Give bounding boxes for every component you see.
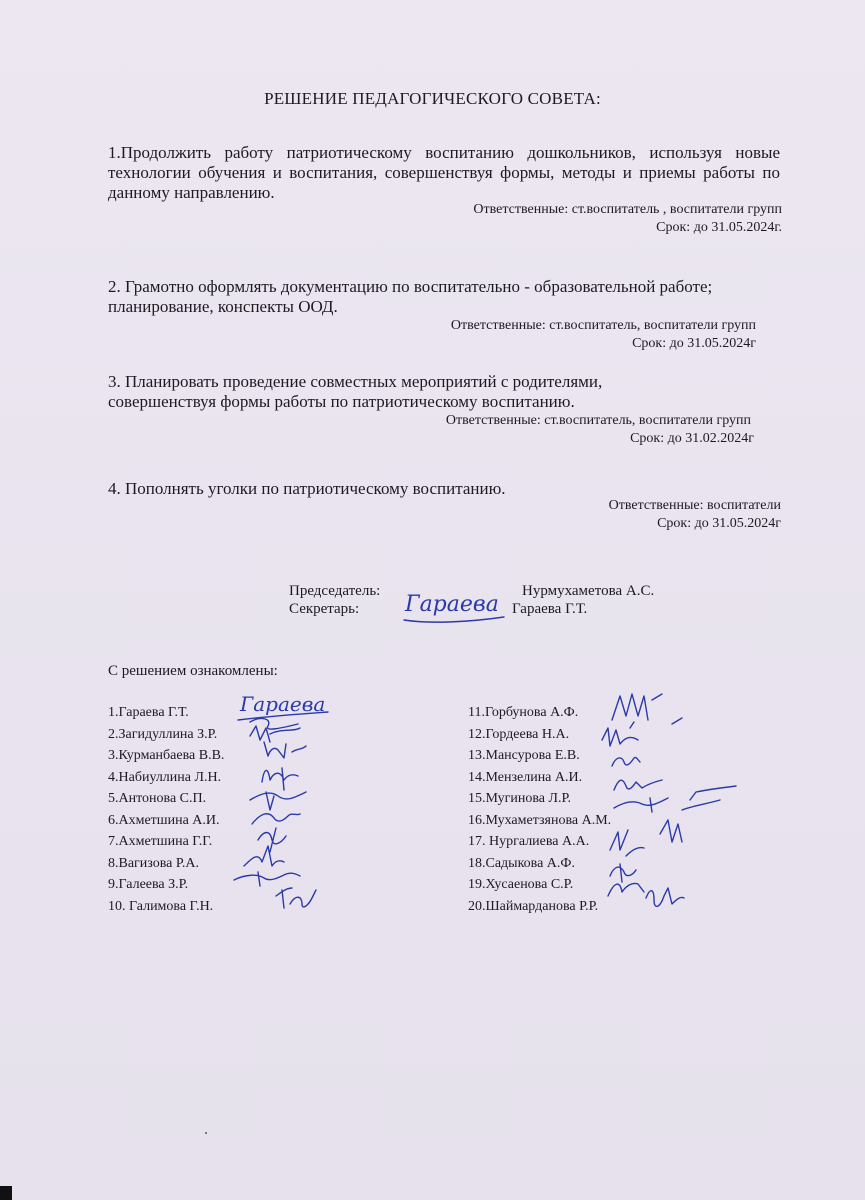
- signature-20: [640, 880, 700, 920]
- acquainted-person: 17. Нургалиева А.А.: [468, 834, 590, 849]
- decision-1: [108, 143, 780, 203]
- acquainted-person: 2.Загидуллина З.Р.: [108, 726, 218, 742]
- acquainted-person: 14.Мензелина А.И.: [468, 769, 583, 785]
- acquainted-person: 9.Галеева З.Р.: [108, 877, 189, 892]
- document-title: РЕШЕНИЕ ПЕДАГОГИЧЕСКОГО СОВЕТА:: [264, 89, 601, 108]
- secretary-label: Секретарь:: [289, 601, 360, 617]
- acquainted-person: 18.Садыкова А.Ф.: [468, 855, 575, 871]
- chairman-label: Председатель:: [289, 583, 381, 599]
- acquainted-person: 11.Горбунова А.Ф.: [468, 705, 579, 720]
- secretary-name: Гараева Г.Т.: [512, 601, 588, 617]
- decision-4: [108, 479, 708, 499]
- decision-3-deadline: Срок: до 31.02.2024г: [630, 431, 754, 446]
- decision-2-text: 2. Грамотно оформлять документацию по воспитательно - образовательной работе; планирование, конспекты ООД.: [108, 277, 713, 316]
- acquainted-person: 15.Мугинова Л.Р.: [468, 791, 571, 806]
- signature-1-text: Гараева: [240, 692, 326, 716]
- acquainted-person: 5.Антонова С.П.: [108, 791, 207, 806]
- decision-1-text: 1.Продолжить работу патриотическому воспитанию дошкольников, используя новые технологии обучения и воспитания, совершенствуя формы, методы и приемы работы по данному направлению.: [108, 143, 780, 202]
- decision-3: [108, 372, 708, 412]
- decision-3-responsible: Ответственные: ст.воспитатель, воспитатели групп: [445, 413, 751, 428]
- scan-edge-mark: [0, 1186, 12, 1200]
- decision-2-responsible: Ответственные: ст.воспитатель, воспитатели групп: [450, 318, 756, 333]
- acquainted-person: 8.Вагизова Р.А.: [108, 855, 200, 871]
- decision-4-deadline: Срок: до 31.05.2024г: [657, 516, 781, 531]
- acquainted-person: 4.Набиуллина Л.Н.: [108, 769, 222, 785]
- acquainted-person: 10. Галимова Г.Н.: [108, 898, 214, 914]
- acquainted-person: 19.Хусаенова С.Р.: [468, 877, 574, 892]
- decision-2: [108, 277, 768, 317]
- acquainted-person: 1.Гараева Г.Т.: [108, 705, 189, 720]
- decision-4-responsible: Ответственные: воспитатели: [608, 498, 781, 513]
- acquainted-person: 6.Ахметшина А.И.: [108, 812, 220, 828]
- secretary-signature-flourish: [400, 590, 510, 630]
- acquainted-person: 13.Мансурова Е.В.: [468, 748, 580, 763]
- scan-speck: [205, 1132, 207, 1134]
- acquainted-person: 7.Ахметшина Г.Г.: [108, 834, 213, 849]
- acquainted-person: 12.Гордеева Н.А.: [468, 726, 570, 742]
- acquainted-person: 20.Шаймарданова Р.Р.: [468, 898, 599, 914]
- decision-4-text: 4. Пополнять уголки по патриотическому воспитанию.: [108, 479, 506, 498]
- acquainted-person: 16.Мухаметзянова А.М.: [468, 812, 612, 828]
- signatures-right-column: [590, 680, 760, 910]
- acquainted-title: С решением ознакомлены:: [108, 663, 278, 679]
- decision-1-deadline: Срок: до 31.05.2024г.: [656, 220, 782, 235]
- decision-3-text: 3. Планировать проведение совместных мероприятий с родителями, совершенствуя формы работы по патриотическому воспитанию.: [108, 372, 603, 411]
- acquainted-list-left: [108, 702, 224, 917]
- secretary-signature: Гараева: [405, 592, 499, 617]
- signatures-left-column: [230, 690, 360, 920]
- decision-2-deadline: Срок: до 31.05.2024г: [632, 336, 756, 351]
- decision-1-responsible: Ответственные: ст.воспитатель , воспитатели групп: [473, 202, 782, 217]
- acquainted-person: 3.Курманбаева В.В.: [108, 748, 225, 763]
- chairman-name: Нурмухаметова А.С.: [522, 583, 655, 599]
